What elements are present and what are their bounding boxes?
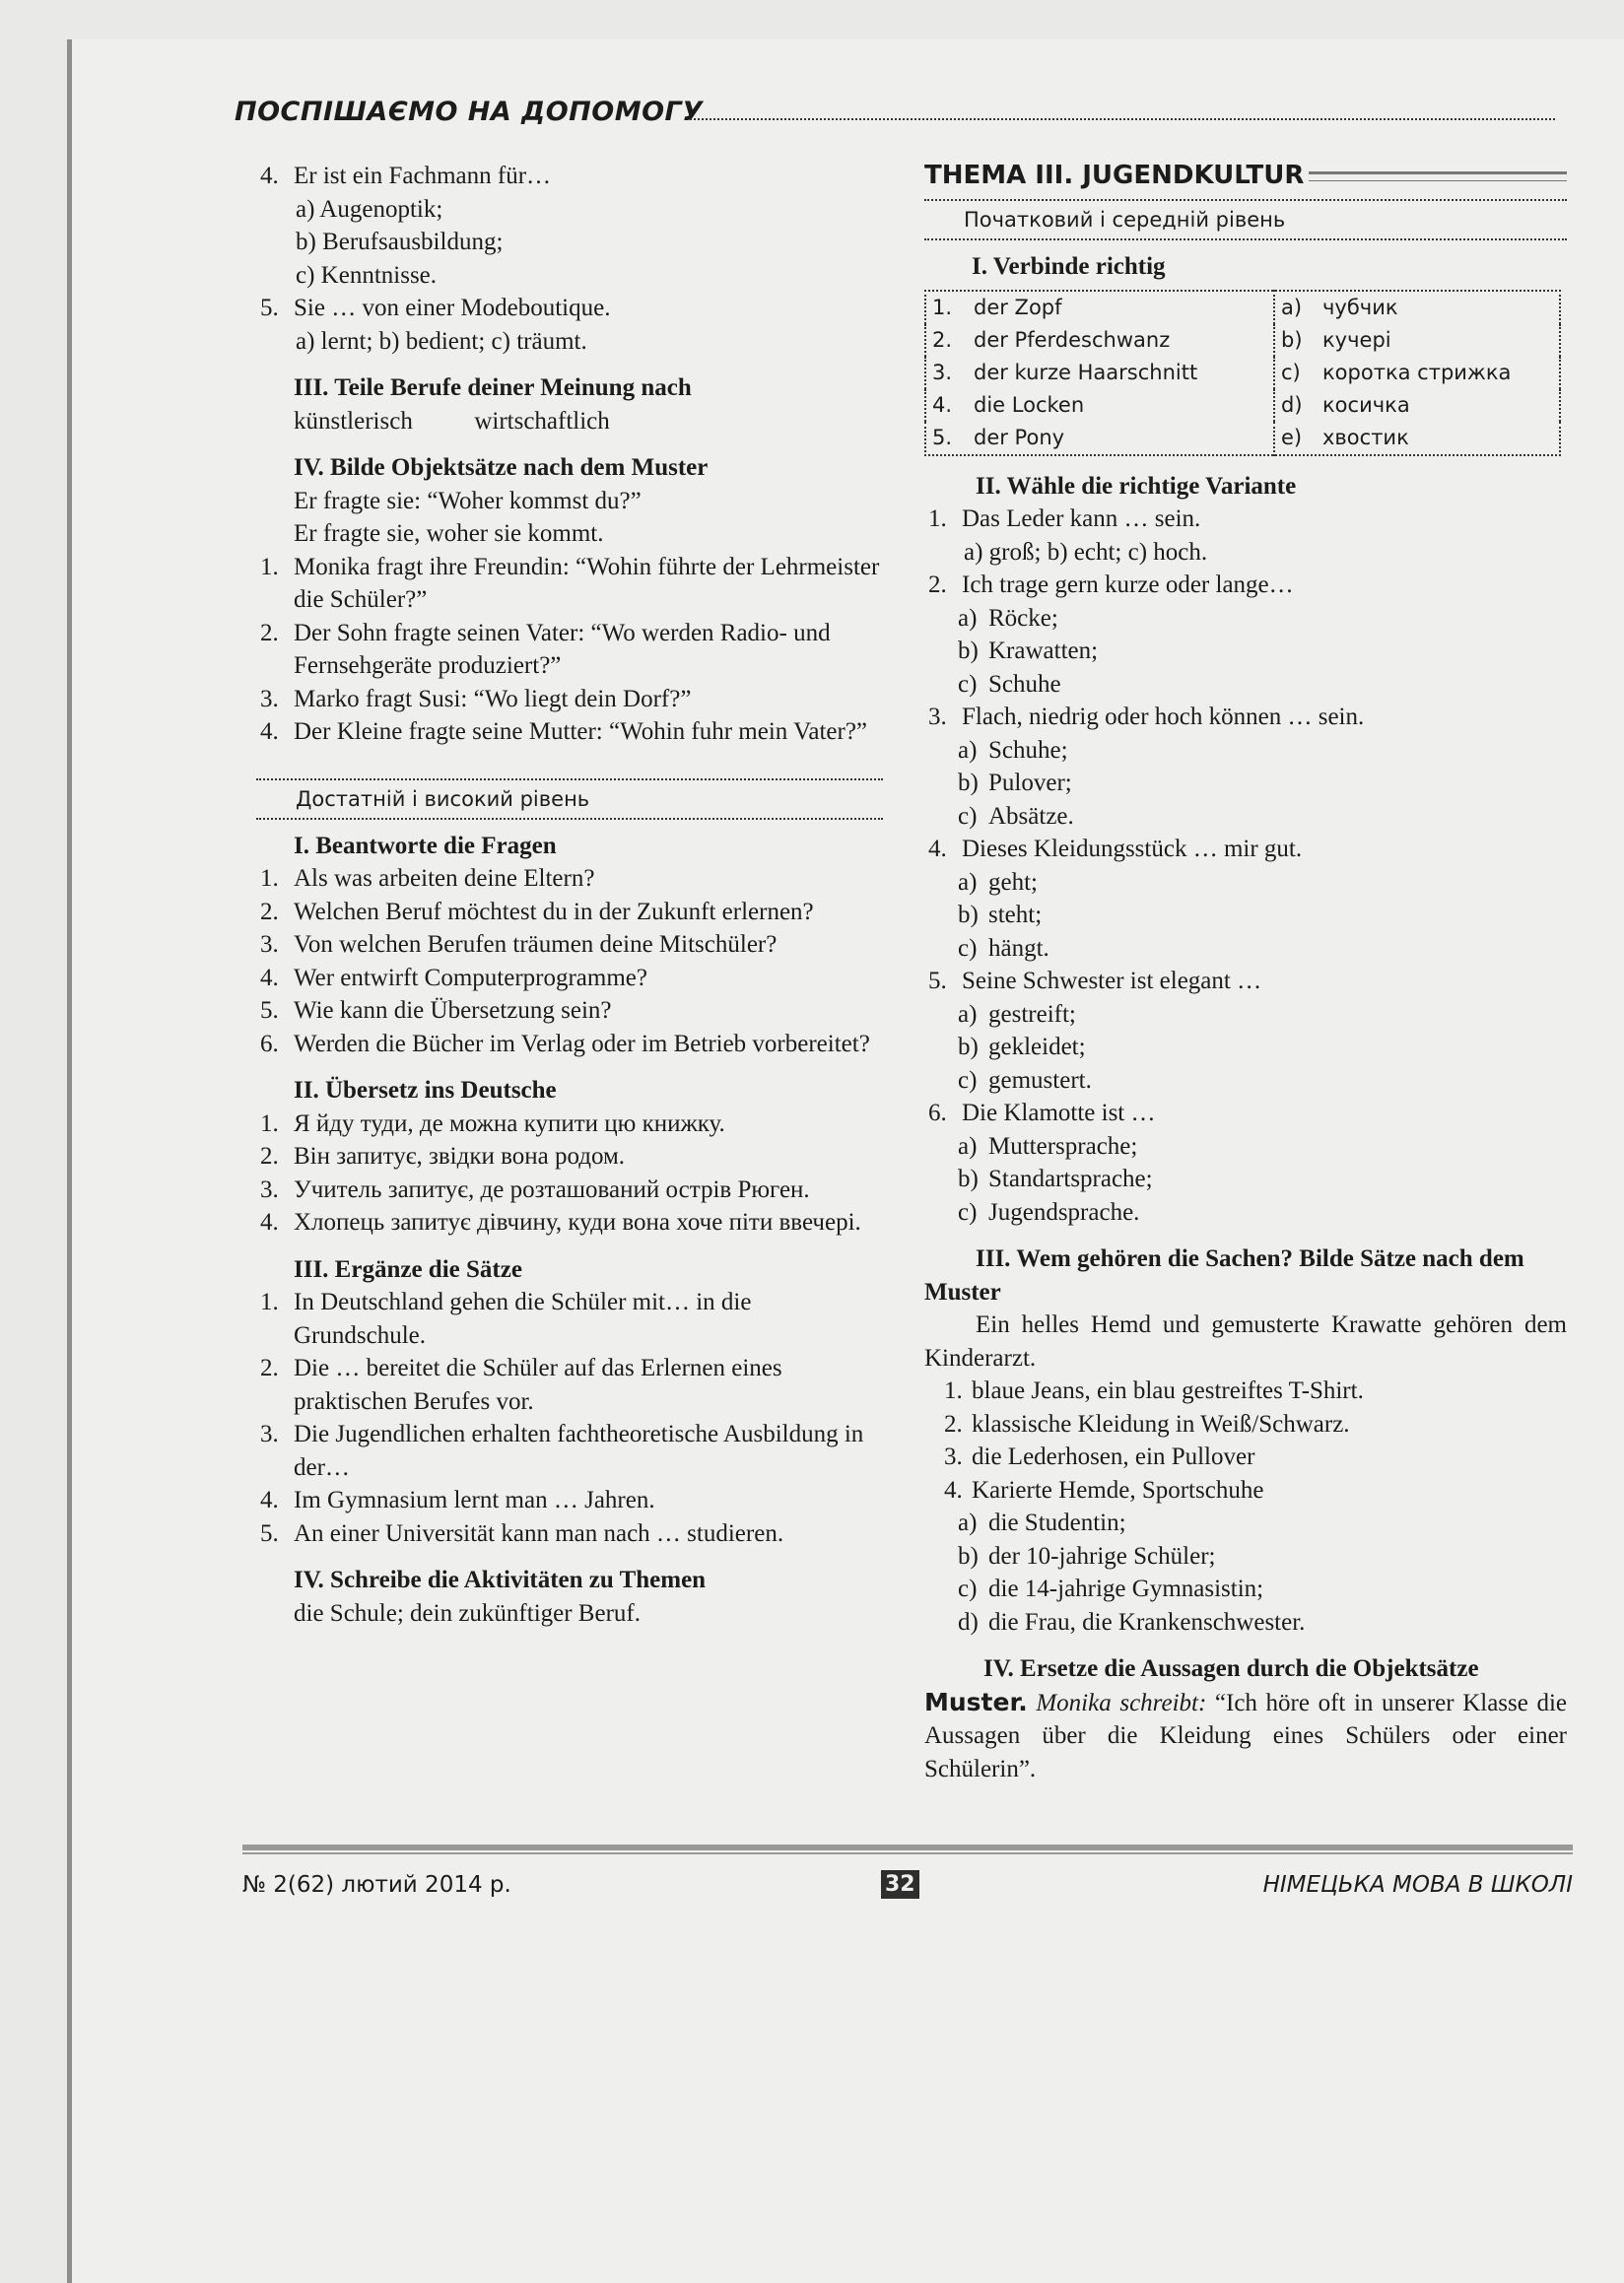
question-5: 5. Sie … von einer Modeboutique.	[260, 295, 611, 321]
right-column	[924, 160, 1567, 1785]
table-row: 1. der Zopf a) чубчик	[925, 291, 1560, 324]
question-item: 6. Die Klamotte ist …	[928, 1100, 1156, 1126]
table-row: 4. die Locken d) косичка	[925, 389, 1560, 422]
list-item: 3. Marko fragt Susi: “Wo liegt dein Dorf?”	[260, 685, 692, 712]
left-column	[256, 160, 883, 1630]
question-item: 5. Seine Schwester ist elegant …	[928, 968, 1262, 994]
numbered-list	[256, 551, 883, 749]
exercise-title: III. Ergänze die Sätze	[294, 1255, 522, 1283]
exercise-title: II. Übersetz ins Deutsche	[294, 1077, 557, 1104]
list-item: 2. Der Sohn fragte seinen Vater: “Wo werden Radio- und Fernsehgeräte produziert?”	[260, 619, 831, 679]
list-item: 4. Хлопець запитує дівчину, куди вона хоче піти ввечері.	[260, 1209, 861, 1236]
list-item: 3. Von welchen Berufen träumen deine Mitschüler?	[260, 931, 778, 958]
option-c: c) Absätze.	[958, 802, 1074, 830]
list-item: 2. klassische Kleidung in Weiß/Schwarz.	[944, 1410, 1350, 1438]
list-item: 6. Werden die Bücher im Verlag oder im Betrieb vorbereitet?	[260, 1030, 870, 1057]
question-5-options: a) lernt; b) bedient; c) träumt.	[296, 327, 587, 355]
theme-rule	[1309, 171, 1567, 181]
level-banner: Початковий і середній рівень	[924, 199, 1567, 240]
level-banner: Достатній і високий рівень	[256, 778, 883, 820]
option-a: a) Schuhe;	[958, 736, 1068, 764]
option-c: c) die 14-jahrige Gymnasistin;	[958, 1576, 1264, 1602]
exercise-title: I. Verbinde richtig	[972, 253, 1166, 280]
exercise-title: II. Wähle die richtige Variante	[976, 472, 1297, 500]
list-item: 1. Я йду туди, де можна купити цю книжку.	[260, 1109, 725, 1137]
option-c: c) Kenntnisse.	[296, 261, 438, 289]
exercise-title: III. Wem gehören die Sachen? Bilde Sätze nach dem Muster	[924, 1245, 1524, 1306]
exercise-title: IV. Bilde Objektsätze nach dem Muster	[294, 454, 709, 481]
option-a: a) geht;	[958, 868, 1038, 896]
question-item: 4. Dieses Kleidungsstück … mir gut.	[928, 836, 1303, 862]
muster-text: Muster. Monika schreibt: “Ich höre oft in unserer Klasse die Aussagen über die Kleidung eines Schülers oder einer Schülerin”.	[924, 1687, 1568, 1782]
option-b: b) gekleidet;	[958, 1034, 1086, 1060]
list-item: 1. Monika fragt ihre Freundin: “Wohin führte der Lehrmeister die Schüler?”	[260, 553, 880, 613]
example-line: Er fragte sie: “Woher kommst du?”	[294, 487, 642, 514]
matching-table	[924, 290, 1561, 456]
page-footer	[242, 1845, 1573, 1898]
option-b: b) Standartsprache;	[958, 1166, 1153, 1192]
issue-info: № 2(62) лютий 2014 р.	[242, 1872, 511, 1898]
question-item: 1. Das Leder kann … sein.	[928, 505, 1201, 532]
option-a: a) Röcke;	[958, 604, 1058, 632]
page-number: 32	[881, 1870, 919, 1899]
list-item: 4. Wer entwirft Computerprogramme?	[260, 964, 647, 991]
option-b: b) der 10-jahrige Schüler;	[958, 1542, 1216, 1570]
list-item: 3. Die Jugendlichen erhalten fachtheoretische Ausbildung in der…	[260, 1421, 864, 1481]
option-a: a) Muttersprache;	[958, 1132, 1138, 1160]
exercise-title: IV. Ersetze die Aussagen durch die Objektsätze	[983, 1655, 1479, 1682]
exercise-line: die Schule; dein zukünftiger Beruf.	[294, 1599, 641, 1627]
theme-heading: THEMA III. JUGENDKULTUR	[924, 160, 1567, 193]
question-options: a) groß; b) echt; c) hoch.	[964, 538, 1208, 566]
list-item: 2. Welchen Beruf möchtest du in der Zukunft erlernen?	[260, 898, 814, 925]
table-row: 3. der kurze Haarschnitt c) коротка стрижка	[925, 357, 1560, 389]
list-item: 5. An einer Universität kann man nach … studieren.	[260, 1519, 784, 1547]
list-item: 4. Karierte Hemde, Sportschuhe	[944, 1476, 1264, 1504]
option-c: c) Schuhe	[958, 670, 1061, 698]
section-title: ПОСПІШАЄМО НА ДОПОМОГУ	[235, 97, 704, 127]
list-item: 1. In Deutschland gehen die Schüler mit… in die Grundschule.	[260, 1289, 752, 1349]
exercise-line: künstlerisch wirtschaftlich	[294, 407, 610, 435]
option-d: d) die Frau, die Krankenschwester.	[958, 1608, 1306, 1636]
option-b: b) Pulover;	[958, 770, 1072, 796]
exercise-title: IV. Schreibe die Aktivitäten zu Themen	[294, 1567, 707, 1593]
list-item: 1. Als was arbeiten deine Eltern?	[260, 865, 595, 892]
example-line: Er fragte sie, woher sie kommt.	[294, 520, 604, 547]
list-item: 3. Учитель запитує, де розташований острів Рюген.	[260, 1175, 810, 1203]
journal-title: НІМЕЦЬКА МОВА В ШКОЛІ	[1262, 1872, 1573, 1898]
running-header	[235, 97, 1555, 132]
question-4: 4. Er ist ein Fachmann für…	[260, 163, 552, 189]
list-item: 5. Wie kann die Übersetzung sein?	[260, 997, 612, 1024]
list-item: 2. Die … bereitet die Schüler auf das Erlernen eines praktischen Berufes vor.	[260, 1355, 782, 1415]
list-item: 4. Der Kleine fragte seine Mutter: “Wohin fuhr mein Vater?”	[260, 718, 868, 745]
question-item: 2. Ich trage gern kurze oder lange…	[928, 571, 1294, 598]
option-a: a) Augenoptik;	[296, 195, 443, 223]
footer-rule	[242, 1845, 1573, 1854]
question-item: 3. Flach, niedrig oder hoch können … sein.	[928, 704, 1365, 730]
header-dotted-rule	[690, 118, 1555, 120]
list-item: 2. Він запитує, звідки вона родом.	[260, 1143, 626, 1170]
list-item: 3. die Lederhosen, ein Pullover	[944, 1444, 1255, 1470]
option-b: b) Krawatten;	[958, 638, 1099, 664]
option-a: a) gestreift;	[958, 1000, 1076, 1028]
option-c: c) gemustert.	[958, 1066, 1092, 1094]
table-row: 5. der Pony e) хвостик	[925, 422, 1560, 455]
list-item: 1. blaue Jeans, ein blau gestreiftes T-Shirt.	[944, 1377, 1364, 1404]
option-a: a) die Studentin;	[958, 1510, 1126, 1536]
list-item: 4. Im Gymnasium lernt man … Jahren.	[260, 1487, 655, 1513]
table-row: 2. der Pferdeschwanz b) кучері	[925, 324, 1560, 357]
example-text: Ein helles Hemd und gemusterte Krawatte gehören dem Kinderarzt.	[924, 1311, 1567, 1372]
option-b: b) Berufsausbildung;	[296, 229, 504, 255]
option-c: c) Jugendsprache.	[958, 1198, 1140, 1226]
option-c: c) hängt.	[958, 934, 1049, 962]
option-b: b) steht;	[958, 902, 1043, 928]
exercise-title: I. Beantworte die Fragen	[294, 832, 557, 859]
exercise-title: III. Teile Berufe deiner Meinung nach	[294, 374, 692, 401]
